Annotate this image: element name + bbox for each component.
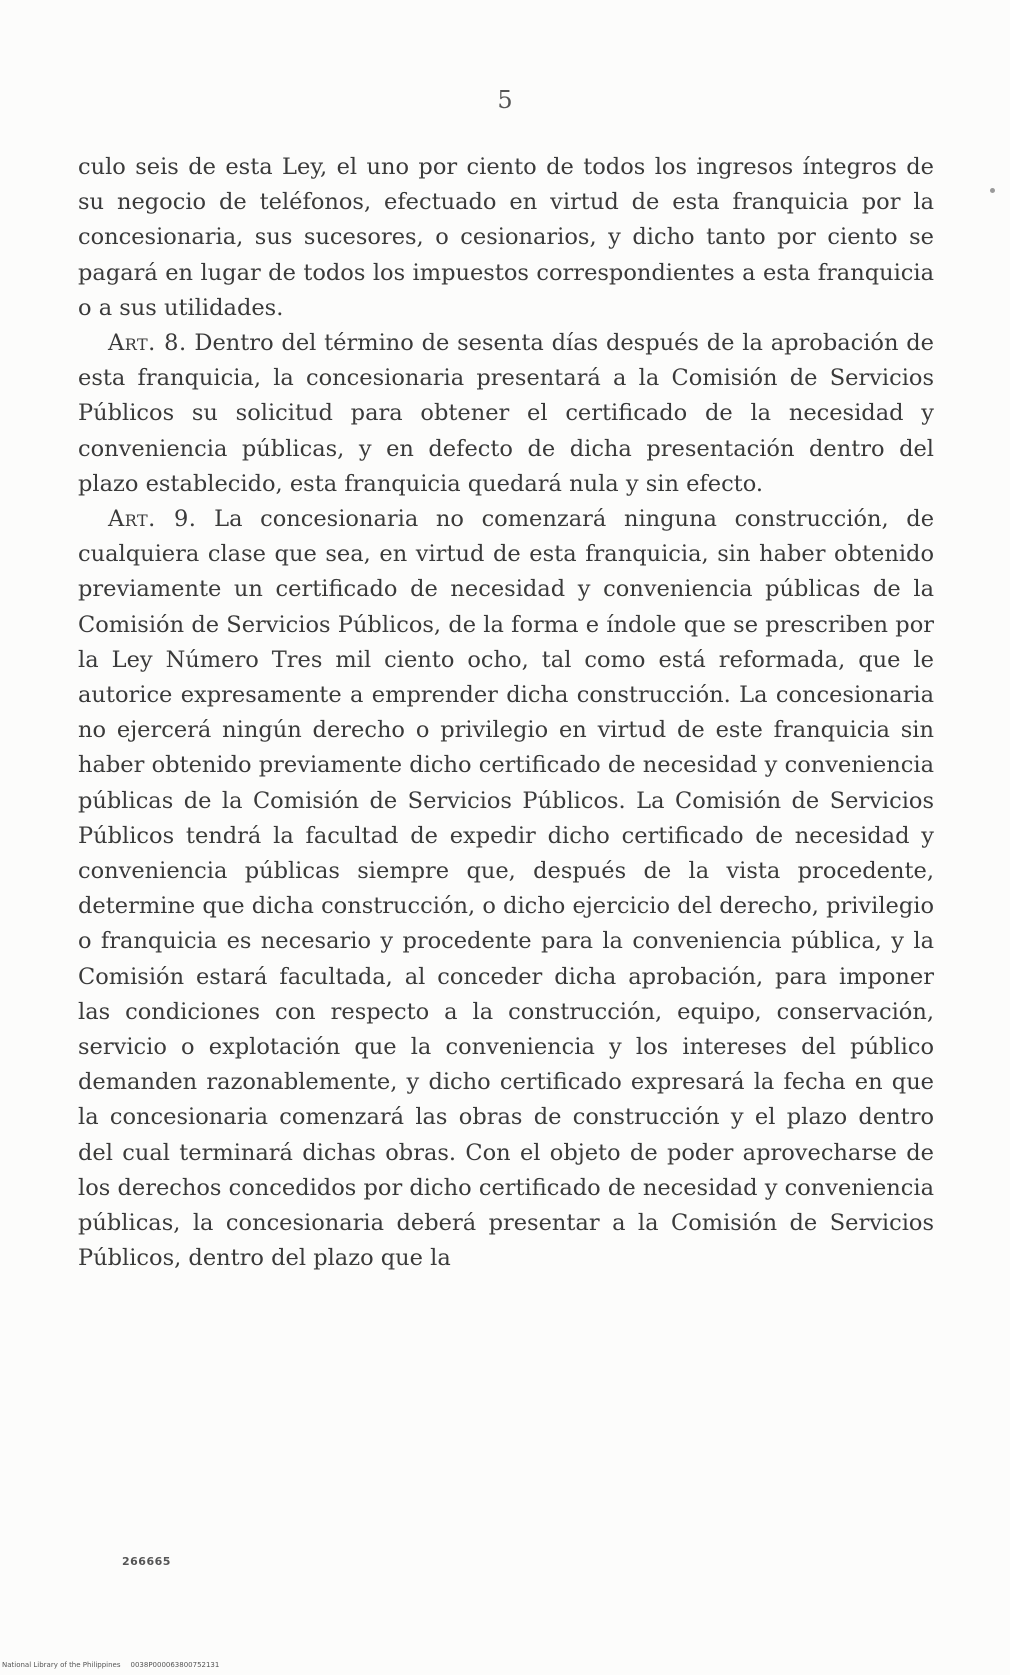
page-number: 5 xyxy=(497,86,513,114)
library-name: National Library of the Philippines xyxy=(2,1661,121,1669)
edge-speck xyxy=(990,188,995,193)
printer-code: 266665 xyxy=(122,1555,171,1568)
article-8-paragraph xyxy=(78,326,934,502)
body-text xyxy=(78,150,934,1277)
article-9-paragraph xyxy=(78,502,934,1276)
article-9-text: La concesionaria no comenzará ninguna construcción, de cualquiera clase que sea, en virtud de esta franquicia, sin haber obtenido previamente un certificado de necesidad y conveniencia públicas de la Comisión de Servicios Públicos, de la forma e índole que se prescriben por la Ley Número Tres mil ciento ocho, tal como está reformada, que le autorice expresamente a emprender dicha construcción. La concesionaria no ejercerá ningún derecho o privilegio en virtud de este franquicia sin haber obtenido previamente dicho certificado de necesidad y conveniencia públicas de la Comisión de Servicios Públicos. La Comisión de Servicios Públicos tendrá la facultad de expedir dicho certificado de necesidad y conveniencia públicas siempre que, después de la vista procedente, determine que dicha construcción, o dicho ejercicio del derecho, privilegio o franquicia es necesario y procedente para la conveniencia pública, y la Comisión estará facultada, al conceder dicha aprobación, para imponer las condiciones con respecto a la construcción, equipo, conservación, servicio o explotación que la conveniencia y los intereses del público demanden razonablemente, y dicho certificado expresará la fecha en que la concesionaria comenzará las obras de construcción y el plazo dentro del cual terminará dichas obras. Con el objeto de poder aprovecharse de los derechos concedidos por dicho certificado de necesidad y conveniencia públicas, la concesionaria deberá presentar a la Comisión de Servicios Públicos, dentro del plazo que la xyxy=(78,506,935,1272)
article-9-label: Art. 9. xyxy=(108,506,197,533)
paragraph-continuation: culo seis de esta Ley, el uno por ciento de todos los ingresos íntegros de su negocio de teléfonos, efectuado en virtud de esta franquicia por la concesionaria, sus sucesores, o cesionarios, y dicho tanto por ciento se pagará en lugar de todos los impuestos correspondientes a esta franquicia o a sus utilidades. xyxy=(78,154,934,321)
article-8-text: Dentro del término de sesenta días después de la aprobación de esta franquicia, la concesionaria presentará a la Comisión de Servicios Públicos su solicitud para obtener el certificado de la necesidad y conveniencia públicas, y en defecto de dicha presentación dentro del plazo establecido, esta franquicia quedará nula y sin efecto. xyxy=(78,330,934,497)
library-id: 0038P000063800752131 xyxy=(130,1661,220,1669)
article-8-label: Art. 8. xyxy=(108,330,187,357)
library-stamp xyxy=(2,1661,219,1669)
